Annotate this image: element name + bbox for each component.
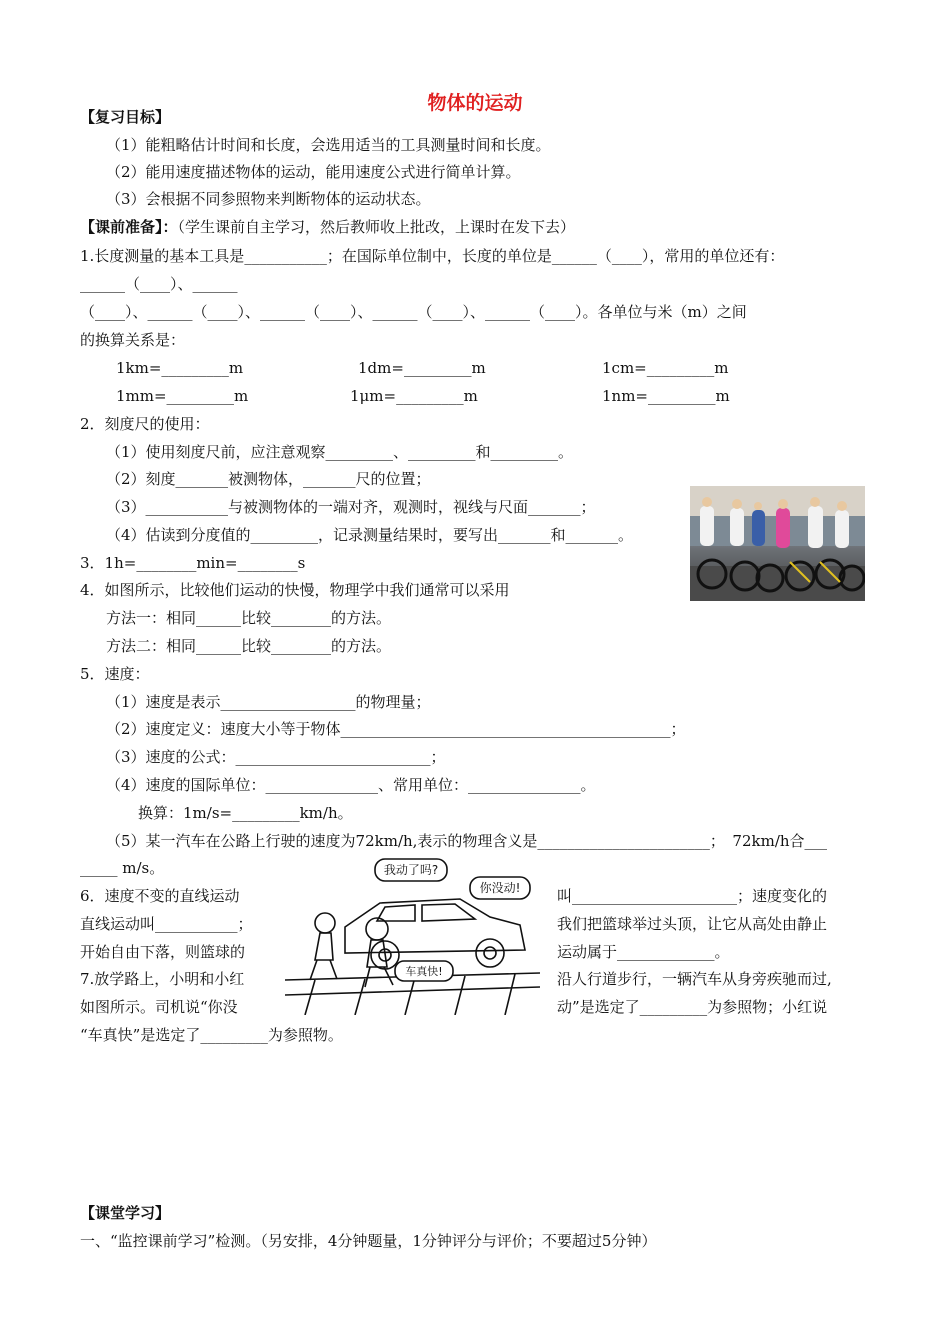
q6-right-line: 叫______________________；速度变化的 (557, 887, 828, 905)
q6-right-line: 我们把篮球举过头顶，让它从高处由静止 (557, 915, 828, 933)
q6-right-line: 运动属于_____________。 (557, 943, 730, 961)
conversion: 1dm=_________m (358, 359, 486, 377)
question-line: （1）使用刻度尺前，应注意观察_________、_________和_________。 (106, 443, 574, 461)
conversion: 1km=_________m (116, 359, 244, 377)
page-title: 物体的运动 (427, 92, 523, 114)
conversion: 1mm=_________m (116, 387, 249, 405)
question-line: 4．如图所示，比较他们运动的快慢，物理学中我们通常可以采用 (80, 581, 510, 599)
review-item: （2）能用速度描述物体的运动，能用速度公式进行简单计算。 (106, 163, 521, 181)
prep-heading: 【课前准备】： (80, 218, 178, 236)
question-line: （3）___________与被测物体的一端对齐，观测时，视线与尺面_______； (106, 498, 596, 516)
conversion: 1nm=_________m (602, 387, 730, 405)
question-line: （____）、______（____）、______（____）、______（____）、______（____）。各单位与米（m）之间 (80, 303, 747, 321)
conversion: 1μm=_________m (350, 387, 478, 405)
class-heading: 【课堂学习】 (80, 1204, 171, 1222)
prep-heading-line (80, 216, 575, 238)
question-line: （4）估读到分度值的_________，记录测量结果时，要写出_______和_______。 (106, 526, 634, 544)
q6-left-line: 直线运动叫___________； (80, 915, 253, 933)
question-line: 1.长度测量的基本工具是___________；在国际单位制中，长度的单位是______（____），常用的单位还有： (80, 247, 785, 265)
question-line: 方法二：相同______比较________的方法。 (106, 637, 392, 655)
question-line: （4）速度的国际单位：_______________、常用单位：_______________。 (106, 776, 596, 794)
question-line: （5）某一汽车在公路上行驶的速度为72km/h,表示的物理含义是_______________________； 72km/h合___ (106, 832, 828, 850)
question-line: （1）速度是表示__________________的物理量； (106, 693, 431, 711)
review-item: （1）能粗略估计时间和长度，会选用适当的工具测量时间和长度。 (106, 136, 551, 154)
question-line: ______（____）、______ (80, 275, 238, 293)
class-line: 一、“监控课前学习”检测。（另安排，4分钟题量，1分钟评分与评价；不要超过5分钟） (80, 1232, 657, 1250)
bubble-text: 你没动! (479, 881, 521, 895)
q6-left-line: 如图所示。司机说“你没 (80, 998, 238, 1016)
prep-note: （学生课前自主学习，然后教师收上批改，上课时在发下去） (177, 218, 576, 236)
question-line: （2）刻度_______被测物体，_______尺的位置； (106, 470, 431, 488)
question-line: 5．速度： (80, 665, 150, 683)
bubble-text: 我动了吗? (383, 863, 439, 877)
q7-last-line: “车真快”是选定了_________为参照物。 (80, 1026, 343, 1044)
question-line: 3．1h=________min=________s (80, 554, 306, 572)
question-line: （2）速度定义：速度大小等于物体____________________________________________； (106, 720, 686, 738)
question-line: 2．刻度尺的使用： (80, 415, 210, 433)
q6-left-line: 6．速度不变的直线运动 (80, 887, 240, 905)
q6-left-line: 7.放学路上，小明和小红 (80, 970, 245, 988)
bubble-text: 车真快! (405, 965, 443, 978)
question-line: 换算：1m/s=_________km/h。 (138, 804, 353, 822)
question-line: _____ m/s。 (80, 859, 165, 877)
conversion: 1cm=_________m (602, 359, 729, 377)
question-line: （3）速度的公式：__________________________； (106, 748, 446, 766)
cyclists-photo (690, 486, 865, 601)
review-item: （3）会根据不同参照物来判断物体的运动状态。 (106, 190, 431, 208)
q6-right-line: 沿人行道步行，一辆汽车从身旁疾驰而过, (557, 970, 832, 988)
review-heading: 【复习目标】 (80, 108, 171, 126)
question-line: 方法一：相同______比较________的方法。 (106, 609, 392, 627)
question-line: 的换算关系是： (80, 331, 186, 349)
cartoon-illustration (285, 855, 540, 1015)
q6-right-line: 动”是选定了_________为参照物；小红说 (557, 998, 828, 1016)
q6-left-line: 开始自由下落，则篮球的 (80, 943, 246, 961)
